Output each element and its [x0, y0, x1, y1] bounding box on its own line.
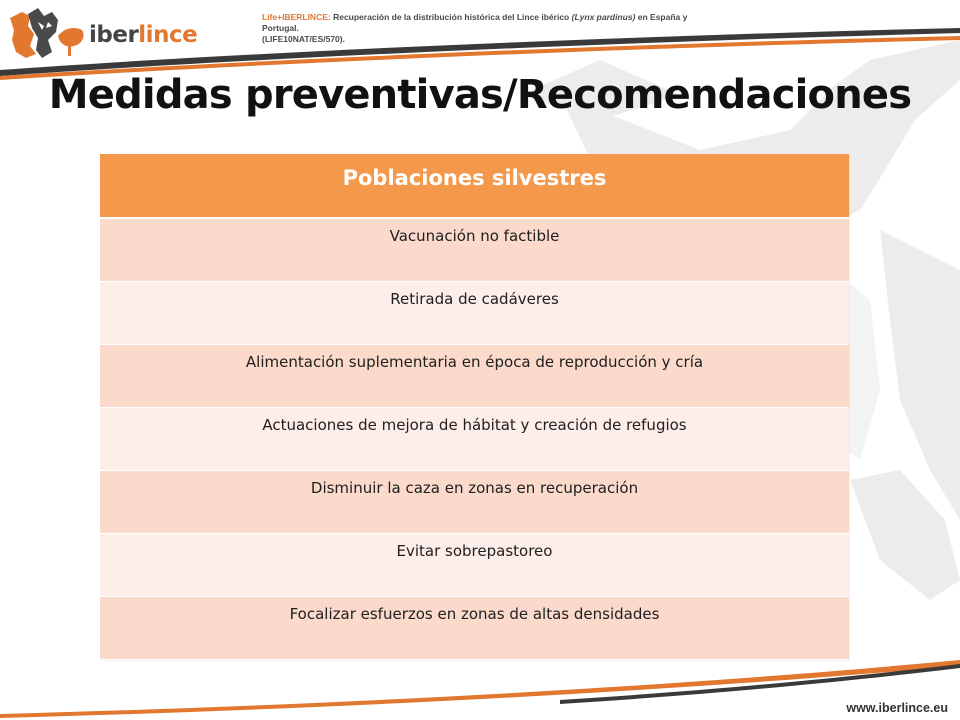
- table-row: Actuaciones de mejora de hábitat y creación de refugios: [100, 408, 849, 471]
- logo-wordmark-part2: lince: [138, 22, 198, 48]
- website-link[interactable]: www.iberlince.eu: [846, 701, 948, 715]
- table-row: Evitar sobrepastoreo: [100, 534, 849, 597]
- project-text: Recuperación de la distribución histórica del Lince ibérico: [330, 12, 572, 22]
- table-header: Poblaciones silvestres: [100, 154, 849, 219]
- iberlince-logo[interactable]: [8, 6, 198, 62]
- project-species: (Lynx pardinus): [571, 12, 636, 22]
- table-row: Focalizar esfuerzos en zonas de altas densidades: [100, 597, 849, 660]
- project-description: [262, 12, 702, 45]
- lynx-map-logo-icon: [8, 6, 88, 62]
- table-row: Vacunación no factible: [100, 219, 849, 282]
- logo-wordmark: [89, 22, 197, 48]
- table-row: Retirada de cadáveres: [100, 282, 849, 345]
- slide-title: Medidas preventivas/Recomendaciones: [48, 72, 912, 118]
- recommendations-table: [100, 154, 849, 660]
- table-row: Alimentación suplementaria en época de reproducción y cría: [100, 345, 849, 408]
- table-row: Disminuir la caza en zonas en recuperación: [100, 471, 849, 534]
- project-tail: en España y Portugal.: [262, 12, 688, 33]
- project-name: Life+IBERLINCE:: [262, 12, 331, 22]
- project-code: (LIFE10NAT/ES/570).: [262, 34, 345, 44]
- slide-header: [0, 0, 960, 75]
- logo-wordmark-part1: iber: [89, 22, 139, 48]
